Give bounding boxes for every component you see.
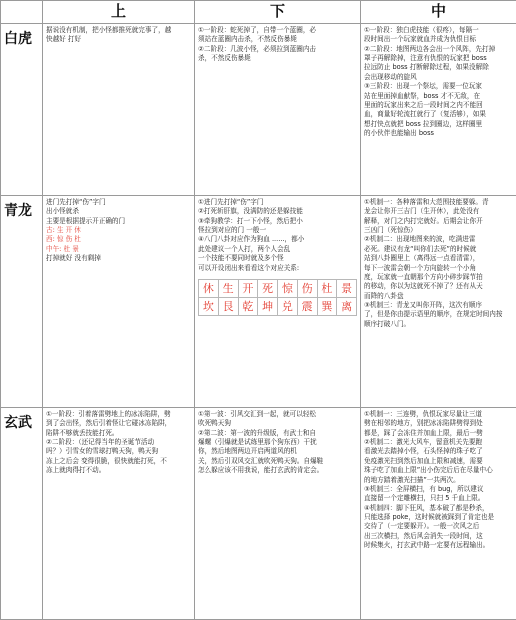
text-line: 拉远防止 boss 打断解除过程，如果没解除 [364, 63, 513, 72]
text-line: ②二阶段：几波小怪，必须拉到蓝圈内击 [198, 45, 357, 54]
bagua-cell: 坤 [258, 298, 278, 316]
text-line: 进门先打掉“伤”字门 [46, 198, 191, 207]
table-row-qinglong [1, 196, 516, 408]
text-line: 度，玩家就一直朝那个方向小碎步踩节拍 [364, 273, 513, 282]
bagua-cell: 巽 [317, 298, 337, 316]
bagua-table [198, 279, 357, 316]
header-xia: 下 [195, 1, 361, 24]
text-line: 顺序打破八门。 [364, 320, 513, 329]
header-zhong: 中 [361, 1, 516, 24]
text-line: ①一阶段：独白虎技能（很疼），每隔一 [364, 26, 513, 35]
text-line: 每下一波雷会朝一个方向旋转一个小角 [364, 264, 513, 273]
text-line: 出三次横扫，然后风会消失一段时间，这 [364, 532, 513, 541]
text-line: ①机制一：各种落雷和大范围技能要躲。青 [364, 198, 513, 207]
bagua-cell: 开 [238, 279, 258, 297]
text-line: ②二阶段：（还记得当年的圣诞节活动 [46, 438, 191, 447]
text-line: 龙会让你开三吉门（生开休），此处没有 [364, 207, 513, 216]
bagua-cell: 乾 [238, 298, 258, 316]
text-line: 吗？）引雪女的雪球打鸭天狗，鸭天狗 [46, 447, 191, 456]
text-line: 会出现移动的旋风 [364, 73, 513, 82]
text-line: 里面的玩家出来之后一段时间之内不能回 [364, 101, 513, 110]
text-line: 的移动，你以为这就死不掉了？还有从天 [364, 282, 513, 291]
text-line: 的小伙伴也能输出 boss [364, 129, 513, 138]
text-line: ②机制二：出现地图来的波，吃满进雷 [364, 235, 513, 244]
header-corner [1, 1, 43, 24]
text-line: 爆螺（引爆就是试练里那个狗东西）干扰 [198, 438, 357, 447]
text-line: 古: 生 开 休 [46, 226, 191, 235]
text-line: 到了会出怪，然后引着怪让它碰冰冻陷阱， [46, 419, 191, 428]
text-line: 劈在相邻的地方，别把冰冻陷阱劈得到处 [364, 419, 513, 428]
text-line: 珠子吃了加血上限”出小伤完后后在尽量中心 [364, 466, 513, 475]
text-line: ③机制三：青龙又叫你开阵，这次有顺序 [364, 301, 513, 310]
text-line: 杀，不然反伤暴毙 [198, 54, 357, 63]
cell-xia [195, 24, 361, 196]
text-line: 须站在蓝圈内击杀，不然反伤暴毙 [198, 35, 357, 44]
table-row-xuanwu [1, 408, 516, 620]
text-line: 免疫激光扫到然后加血上限和减速，需要 [364, 457, 513, 466]
header-row [1, 1, 516, 24]
cell-xia [195, 408, 361, 620]
bagua-cell: 伤 [297, 279, 317, 297]
text-line: 你，然后地图两边开启两道风的机 [198, 447, 357, 456]
cell-xia-text [198, 198, 357, 273]
text-line: ①机制一：三连劈，仇恨玩家尽量让三道 [364, 410, 513, 419]
text-line: 陷阱不够就丢技能打死。 [46, 429, 191, 438]
row-name: 青龙 [1, 196, 43, 408]
text-line: 都是，踩了会冻住并加血上限，最后一劈 [364, 429, 513, 438]
text-line: ③机制三：全屏横扫，有 bug，所以建议 [364, 485, 513, 494]
row-name: 玄武 [1, 408, 43, 620]
bagua-cell: 杜 [317, 279, 337, 297]
bagua-cell: 景 [337, 279, 357, 297]
text-line: 一个技能不要同时就及多个怪 [198, 254, 357, 263]
text-line: 可以开设闭出来看看这个对应关系: [198, 264, 357, 273]
text-line: 直接留一个定雕横扫，只扫 5 千血上限。 [364, 494, 513, 503]
cell-shang [43, 24, 195, 196]
text-line: 而降的八卦盘 [364, 292, 513, 301]
text-line: ②第二波：第一波的升级版，有武士和自 [198, 429, 357, 438]
text-line: ①一阶段：引着落雷劈地上的冰冻陷阱，劈 [46, 410, 191, 419]
text-line: ②机制二：激光大风车，留意机关先要跑 [364, 438, 513, 447]
text-line: 怎么躲应该不用我说，能打玄武的肯定会。 [198, 466, 357, 475]
text-line: 中午: 杜 景 [46, 245, 191, 254]
cell-zhong [361, 408, 516, 620]
text-line: 看激光去踏掉小怪，石头怪掉的珠子吃了 [364, 447, 513, 456]
bagua-cell: 休 [199, 279, 219, 297]
text-line: 站在里面掉血献祭，boss 才不无敌，在 [364, 92, 513, 101]
text-line: 此处建议一个人打，两个人会乱 [198, 245, 357, 254]
text-line: ②打死斩肝旗，没满防的还是躲技能 [198, 207, 357, 216]
text-line: ③三阶段：出现一个祭坛，需要一位玩家 [364, 82, 513, 91]
bagua-cell: 艮 [218, 298, 238, 316]
text-line: 站到八卦圈里上（离得远一点看清雷）， [364, 254, 513, 263]
text-line: 打掉就好 没有剩掉 [46, 254, 191, 263]
bagua-cell: 惊 [278, 279, 298, 297]
table-row-baihu [1, 24, 516, 196]
row-name: 白虎 [1, 24, 43, 196]
bagua-trigrams-row [199, 298, 357, 316]
text-line: 交待了（一定要躲开）。一般一次风之后 [364, 522, 513, 531]
text-line: ④八门八卦对应作为狗血 ......，都小 [198, 235, 357, 244]
text-line: 三凶门（死惊伤） [364, 226, 513, 235]
text-line: 怪拉到对应的门 一般一 [198, 226, 357, 235]
cell-zhong [361, 24, 516, 196]
text-line: 段时间出一个玩家就血并成为仇恨目标 [364, 35, 513, 44]
cell-shang [43, 408, 195, 620]
bagua-cell: 生 [218, 279, 238, 297]
text-line: 据说没有机制，把小怪都推死就完事了，越 [46, 26, 191, 35]
bagua-cell: 离 [337, 298, 357, 316]
bagua-cell: 震 [297, 298, 317, 316]
text-line: 时候集火，打玄武中路一定要有远程输出。 [364, 541, 513, 550]
header-shang: 上 [43, 1, 195, 24]
text-line: 罩子再解除掉，注意有仇恨的玩家把 boss [364, 54, 513, 63]
text-line: ④机制四：脚下狂风，基本破了都是秒杀， [364, 504, 513, 513]
text-line: ②二阶段：地图两边各会出一个风阵，先打掉 [364, 45, 513, 54]
text-line: 西: 惊 伤 杜 [46, 235, 191, 244]
bagua-cell: 死 [258, 279, 278, 297]
cell-xia [195, 196, 361, 408]
bagua-cell: 坎 [199, 298, 219, 316]
text-line: 了，但是你由提示语里的顺序，在规定时间内按 [364, 310, 513, 319]
text-line: ①进门先打掉“伤”字门 [198, 198, 357, 207]
bagua-gates-row [199, 279, 357, 297]
cell-shang [43, 196, 195, 408]
text-line: 必死。建议有龙“叫你们去死”的时候就 [364, 245, 513, 254]
text-line: 想打快点就把 boss 拉到圈边，这样圈里 [364, 120, 513, 129]
text-line: 主要是根据提示开正确的门 [46, 217, 191, 226]
text-line: 快越好 打好 [46, 35, 191, 44]
bagua-cell: 兑 [278, 298, 298, 316]
text-line: 出小怪就杀 [46, 207, 191, 216]
text-line: 关，然后引双风交汇就吹死鸭天狗。自爆鞋 [198, 457, 357, 466]
text-line: 血，商量好轮流扛就行了（复活够），如果 [364, 110, 513, 119]
text-line: ①一阶段：蛇死掉了，自带一个蓝圈，必 [198, 26, 357, 35]
text-line: 吹死鸭天狗 [198, 419, 357, 428]
text-line: 解释，对门之内打完就好。后期会让你开 [364, 217, 513, 226]
text-line: 的地方踏着激光扫描”一共两次。 [364, 476, 513, 485]
text-line: 只能选择 poke，这时候就被踩到了肯定也是 [364, 513, 513, 522]
cell-zhong [361, 196, 516, 408]
text-line: ①第一波：引风交汇到一起，就可以轻松 [198, 410, 357, 419]
text-line: ③牵狗教学：打一下小怪，然后把小 [198, 217, 357, 226]
text-line: 冻上就肉得打不动。 [46, 466, 191, 475]
text-line: 冻上之后会 变得很脆，很快就能打死，不 [46, 457, 191, 466]
